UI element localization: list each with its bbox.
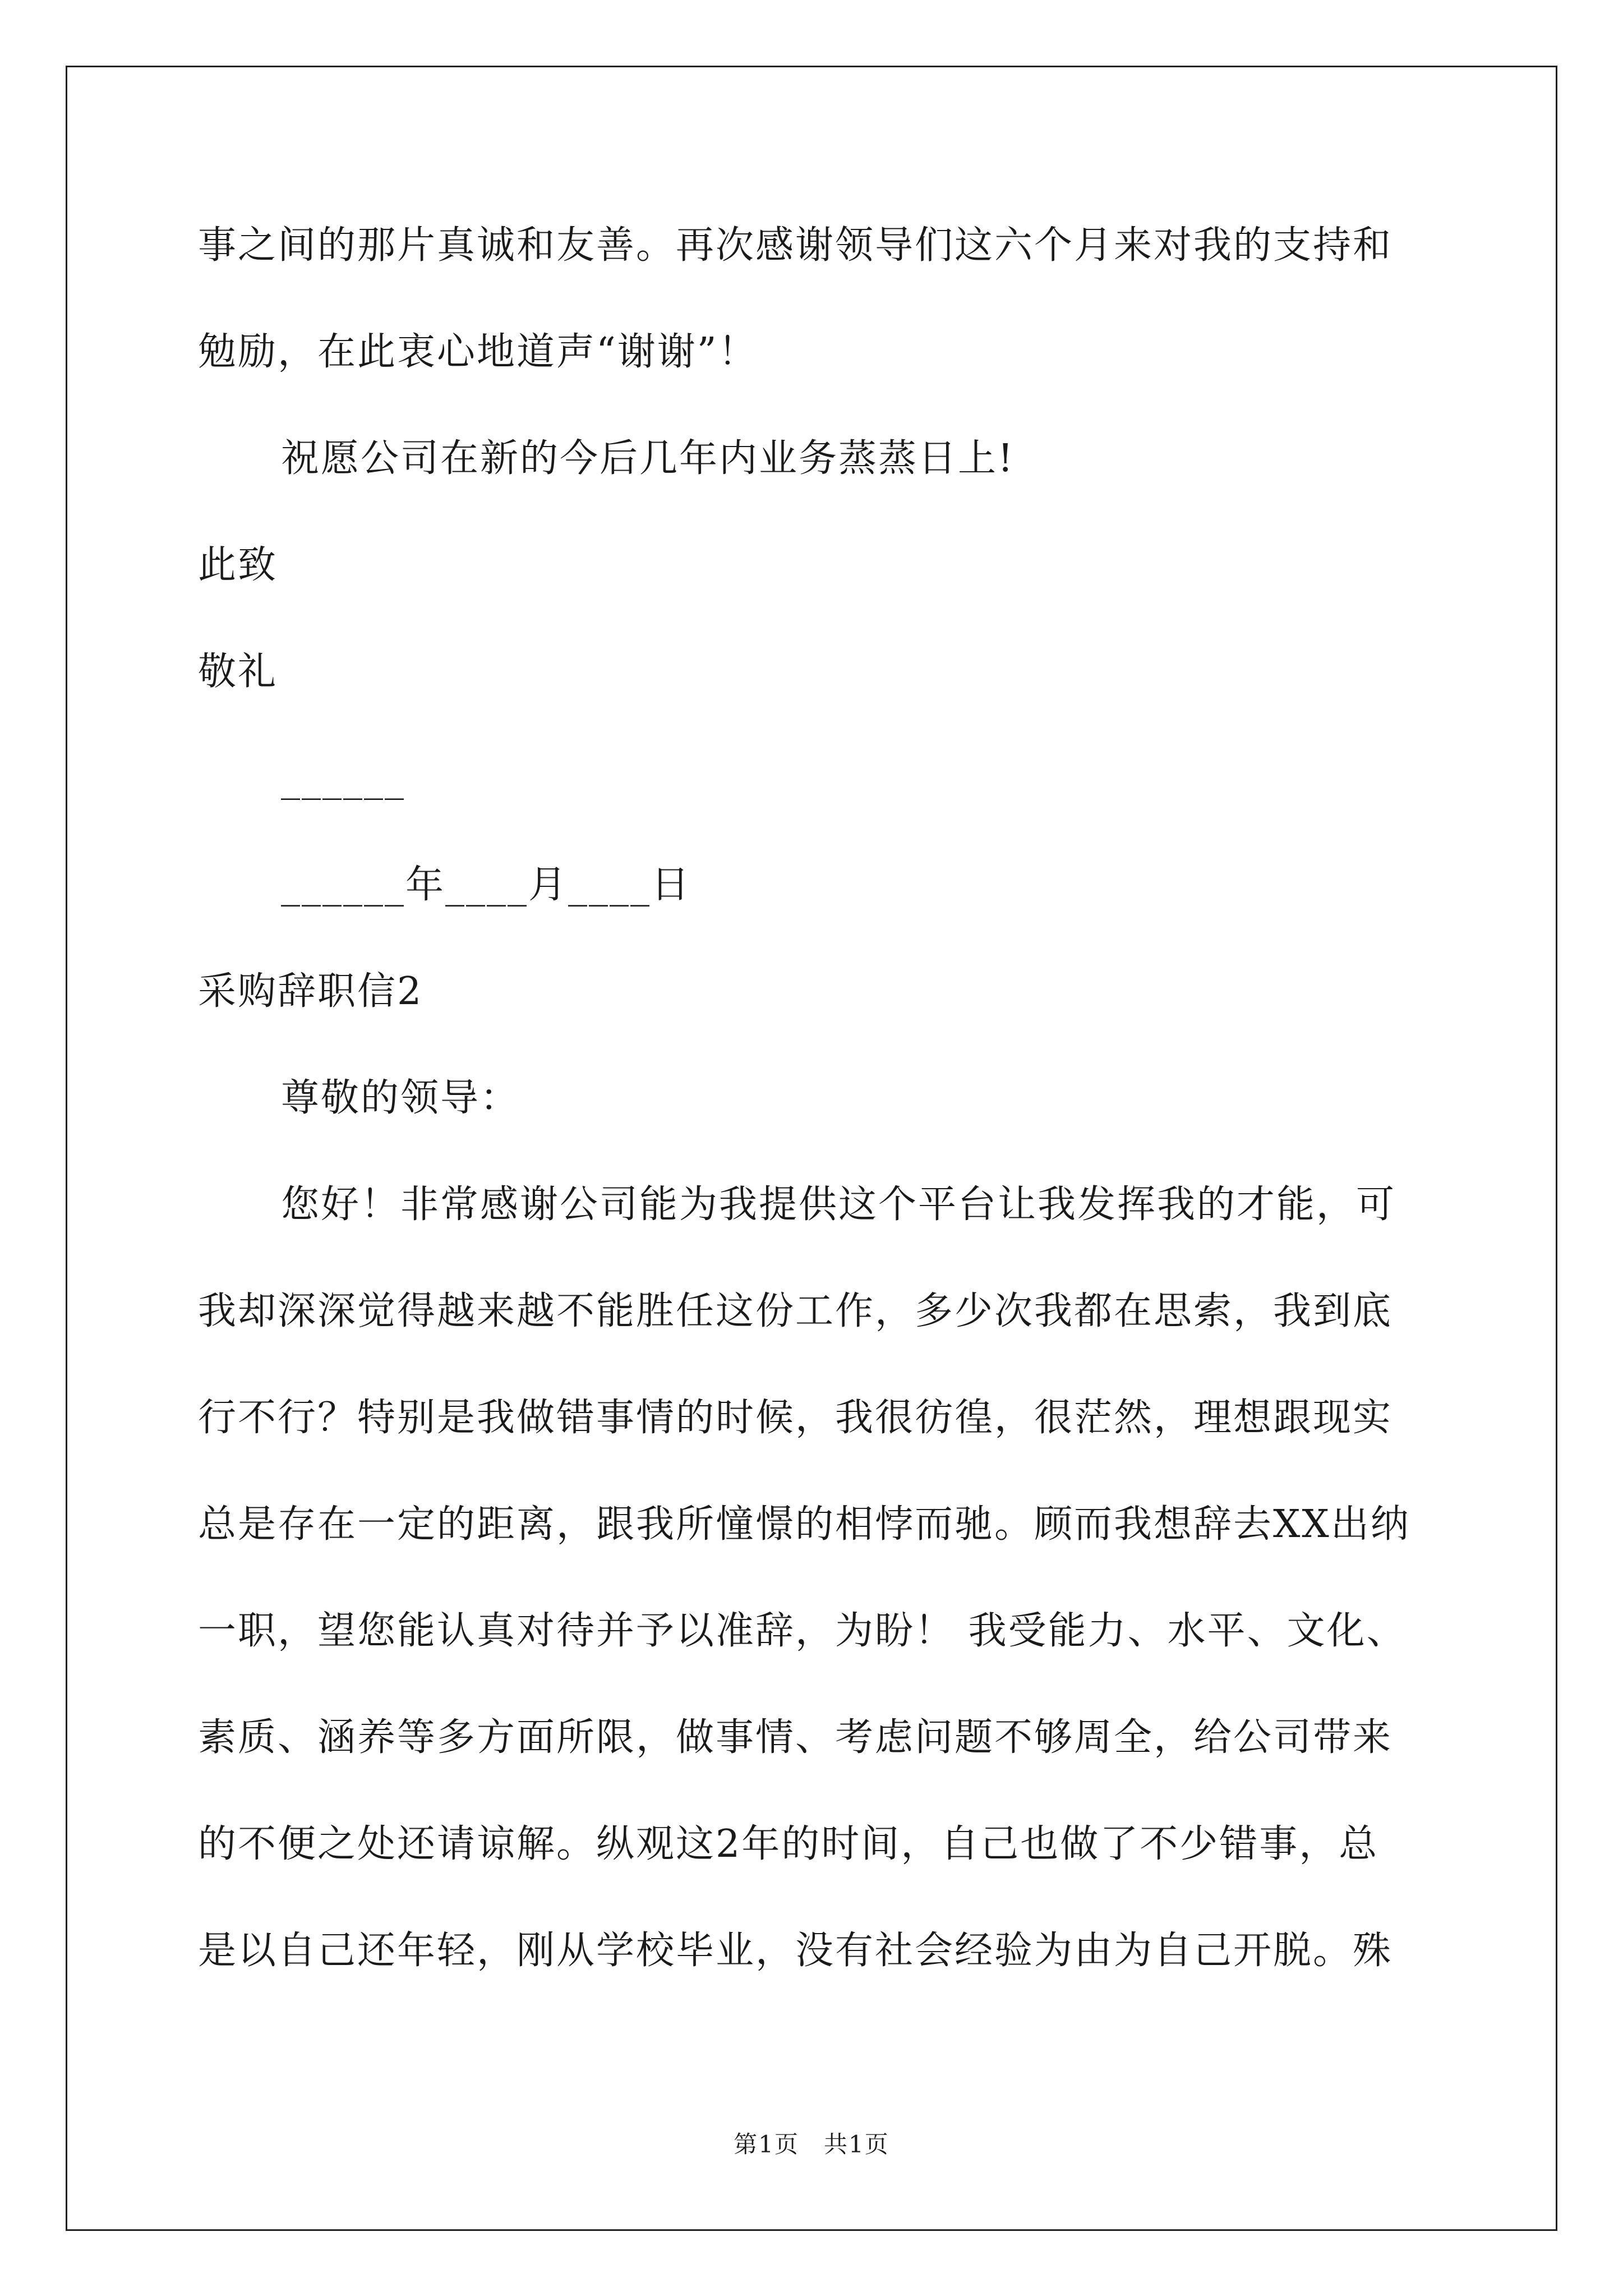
body-line-14: 一职，望您能认真对待并予以准辞，为盼！ 我受能力、水平、文化、 <box>198 1609 1407 1653</box>
body-line-17: 是以自己还年轻，刚从学校毕业，没有社会经验为由为自己开脱。殊 <box>198 1929 1393 1973</box>
salutation-jingli: 敬礼 <box>198 650 278 694</box>
body-line-2: 勉励，在此衷心地道声“谢谢”！ <box>198 330 758 374</box>
body-line-12: 行不行？特别是我做错事情的时候，我很彷徨，很茫然，理想跟现实 <box>198 1396 1393 1440</box>
body-line-1: 事之间的那片真诚和友善。再次感谢领导们这六个月来对我的支持和 <box>198 223 1393 268</box>
greeting: 尊敬的领导： <box>281 1076 520 1120</box>
body-line-10: 您好！非常感谢公司能为我提供这个平台让我发挥我的才能，可 <box>281 1182 1396 1227</box>
body-line-11: 我却深深觉得越来越不能胜任这份工作，多少次我都在思索，我到底 <box>198 1289 1393 1333</box>
section-title: 采购辞职信2 <box>198 969 423 1014</box>
closing-wish: 祝愿公司在新的今后几年内业务蒸蒸日上! <box>281 436 1015 481</box>
body-line-16: 的不便之处还请谅解。纵观这2年的时间，自己也做了不少错事，总 <box>198 1822 1379 1866</box>
salutation-cizhi: 此致 <box>198 543 278 587</box>
page-border <box>66 66 1557 2231</box>
body-line-13: 总是存在一定的距离，跟我所憧憬的相悖而驰。顾而我想辞去XX出纳 <box>198 1502 1410 1547</box>
page-footer: 第1页 共1页 <box>734 2131 889 2158</box>
date-blank: ______年____月____日 <box>281 863 691 907</box>
body-line-15: 素质、涵养等多方面所限，做事情、考虑问题不够周全，给公司带来 <box>198 1715 1393 1760</box>
signature-blank: ______ <box>281 756 405 800</box>
